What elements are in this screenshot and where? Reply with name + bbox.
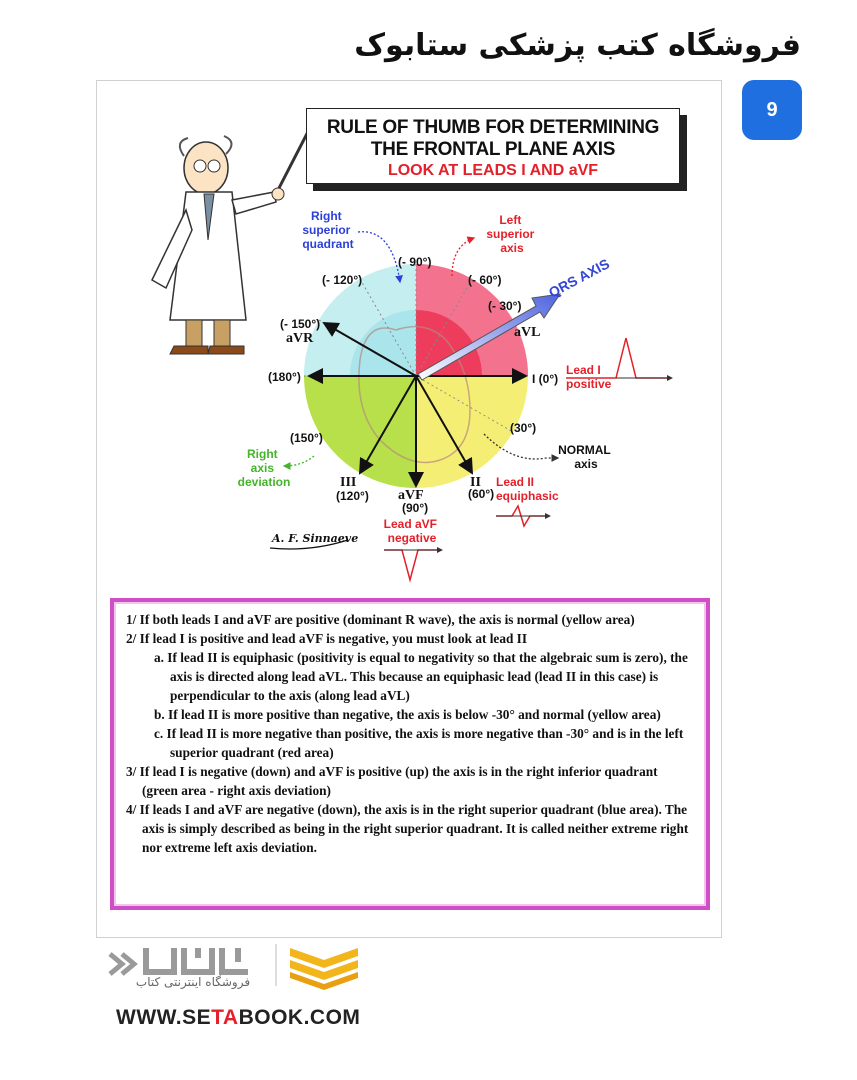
angle-label-150: (150°)	[290, 431, 323, 445]
right-superior-label: Right superior quadrant	[302, 209, 354, 251]
store-title: فروشگاه کتب پزشکی ستابوک	[354, 28, 801, 63]
angle-label-30: (30°)	[510, 421, 537, 435]
site-url[interactable]: WWW.SETABOOK.COM	[116, 1006, 361, 1029]
rules-box	[110, 598, 710, 910]
qrs-axis-label: QRS AXIS	[545, 255, 613, 301]
rule-3: 3/ If lead I is negative (down) and aVF is positive (up) the axis is in the right inferior quadrant (green area - right axis deviation)	[126, 764, 658, 798]
title-line-1: RULE OF THUMB FOR DETERMINING	[326, 117, 660, 138]
rule-1: 1/ If both leads I and aVF are positive (dominant R wave), the axis is normal (yellow area)	[126, 612, 635, 627]
angle-label-180: (180°)	[268, 370, 301, 384]
normal-axis-label: NORMAL axis	[558, 443, 611, 471]
angle-label-minus-150: (- 150°)	[280, 317, 321, 331]
title-box	[306, 108, 680, 184]
title-line-3: LOOK AT LEADS I AND aVF	[387, 162, 599, 179]
lead-label-avr: aVR	[286, 331, 314, 346]
angle-label-minus-60: (- 60°)	[468, 273, 502, 287]
lead-avf-note: Lead aVF negative	[383, 517, 438, 545]
rule-4: 4/ If leads I and aVF are negative (down), the axis is in the right superior quadrant (blue area). The axis is simply described as being in the right superior quadrant. It is called neither extreme right nor extreme left axis deviation.	[126, 802, 689, 855]
left-superior-label: Left superior axis	[486, 213, 535, 255]
signature: A. F. Sinnaeve	[272, 532, 359, 545]
rule-2: 2/ If lead I is positive and lead aVF is negative, you must look at lead II	[126, 631, 528, 646]
angle-label-90: (90°)	[402, 501, 429, 515]
lead-i-note: Lead I positive	[566, 363, 612, 391]
angle-label-minus-120: (- 120°)	[322, 273, 363, 287]
rule-2b: b. If lead II is more positive than negative, the axis is below -30° and normal (yellow area)	[154, 707, 661, 722]
brand-tagline: فروشگاه اینترنتی کتاب	[135, 975, 251, 989]
angle-label-60: (60°)	[468, 487, 495, 501]
lead-label-iii: III	[340, 475, 357, 490]
lead-label-ii: II	[470, 475, 481, 490]
right-axis-deviation-label: Right axis deviation	[237, 447, 291, 489]
rule-2c: c. If lead II is more negative than positive, the axis is more negative than -30° and is in the left superior quadrant (red area)	[154, 726, 684, 760]
lead-ii-note: Lead II equiphasic	[496, 475, 559, 503]
lead-label-avf: aVF	[398, 488, 424, 503]
angle-label-minus-90: (- 90°)	[398, 255, 432, 269]
rule-2a: a. If lead II is equiphasic (positivity is equal to negativity so that the algebraic sum is zero), the axis is directed along lead aVL. This because an equiphasic lead (lead II in this case) is perpendicular to the axis (along lead aVL)	[154, 650, 688, 703]
page-number-badge: 9	[742, 80, 802, 140]
lead-label-avl: aVL	[514, 325, 541, 340]
angle-label-120: (120°)	[336, 489, 369, 503]
angle-label-0: I (0°)	[532, 372, 559, 386]
angle-label-minus-30: (- 30°)	[488, 299, 522, 313]
title-line-2: THE FRONTAL PLANE AXIS	[370, 139, 616, 160]
